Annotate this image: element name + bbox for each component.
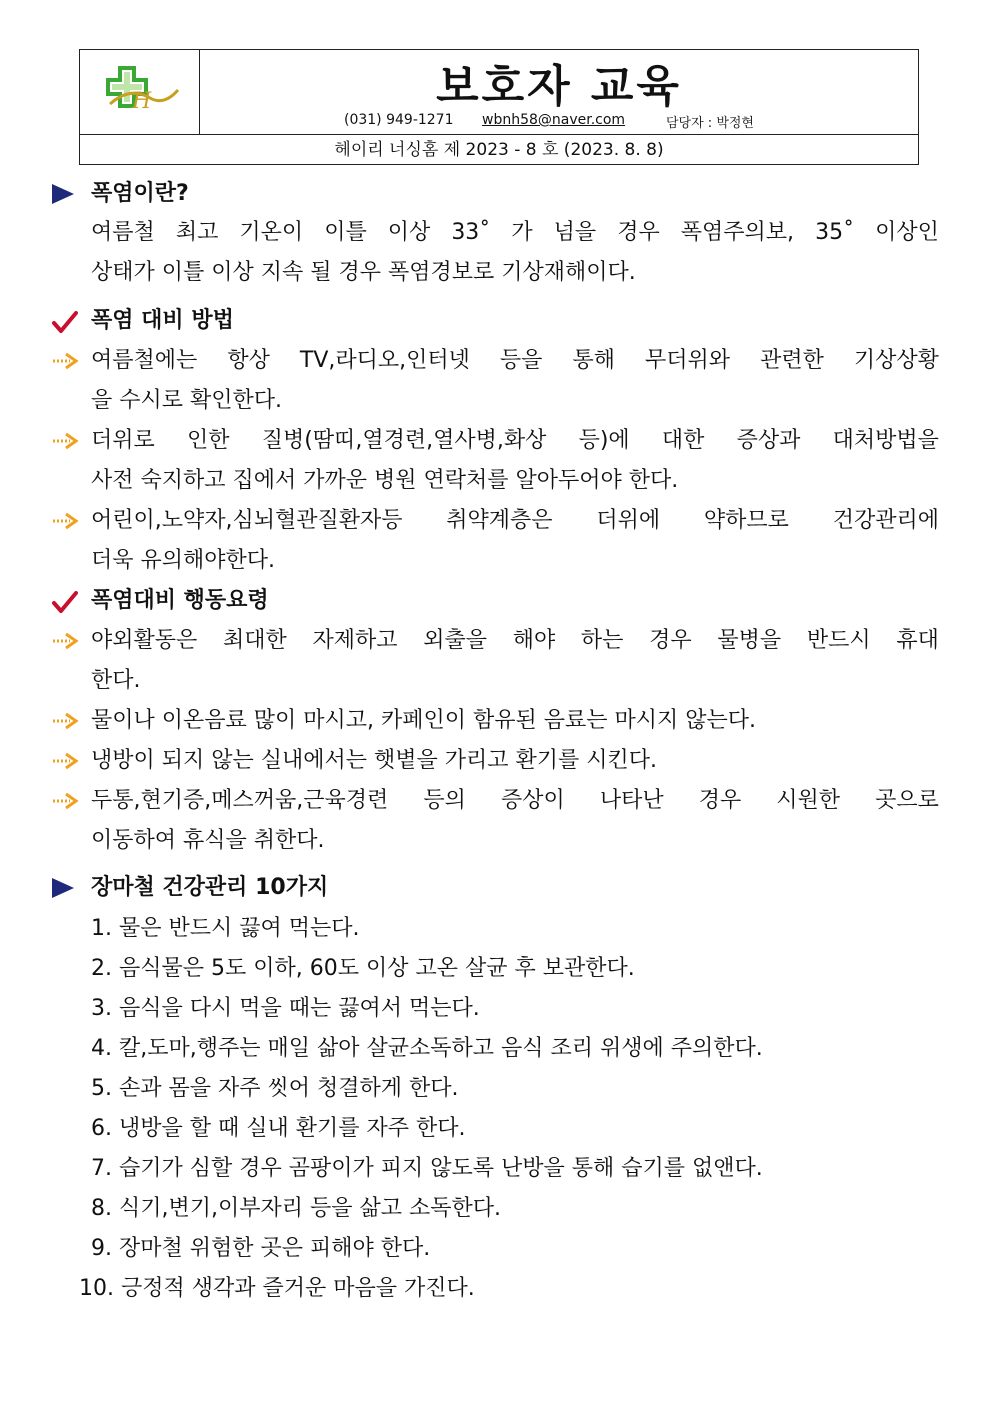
word: 해야 <box>512 628 556 653</box>
text-line: 더욱 유의해야한다. <box>91 548 276 573</box>
word: 경우 <box>649 628 692 653</box>
word: 건강관리에 <box>832 508 939 533</box>
word: 최대한 <box>222 628 287 653</box>
word: 두통,현기증,메스꺼움,근육경련 <box>91 788 389 813</box>
triangle-bullet-icon <box>52 878 74 898</box>
checkmark-icon <box>52 590 78 614</box>
cross-logo-icon <box>102 64 180 120</box>
dotted-arrow-icon <box>52 752 80 770</box>
word: 폭염주의보, <box>680 220 795 245</box>
word: 증상이 <box>500 788 565 813</box>
word: 이상인 <box>875 220 939 245</box>
section-heading-actions: 폭염대비 행동요령 <box>91 588 269 613</box>
word: 가 <box>511 220 533 245</box>
word: 넘을 <box>553 220 597 245</box>
justified-line <box>91 786 939 816</box>
document-header <box>79 49 919 165</box>
word: 35˚ <box>815 220 855 245</box>
word: 취약계층은 <box>446 508 553 533</box>
word: 곳으로 <box>875 788 939 813</box>
list-item: 5. 손과 몸을 자주 씻어 청결하게 한다. <box>91 1076 459 1101</box>
word: 질병(땀띠,열경련,열사병,화상 <box>261 428 547 453</box>
word: 등의 <box>423 788 466 813</box>
text-line: 한다. <box>91 668 141 693</box>
logo-cell <box>80 50 200 134</box>
justified-line <box>91 218 939 248</box>
word: 등을 <box>499 348 543 373</box>
email-link[interactable]: wbnh58@naver.com <box>482 112 626 128</box>
word: 이틀 <box>324 220 367 245</box>
word: 무더위와 <box>645 348 731 373</box>
document-title: 보호자 교육 <box>436 61 682 112</box>
word: 외출을 <box>423 628 487 653</box>
word: 더위로 <box>91 428 155 453</box>
word: 반드시 <box>806 628 871 653</box>
list-item: 9. 장마철 위험한 곳은 피해야 한다. <box>91 1236 431 1261</box>
word: 대처방법을 <box>832 428 939 453</box>
list-item: 4. 칼,도마,행주는 매일 삶아 살균소독하고 음식 조리 위생에 주의한다. <box>91 1036 763 1061</box>
word: 자제하고 <box>312 628 398 653</box>
dotted-arrow-icon <box>52 632 80 650</box>
justified-line <box>91 346 939 376</box>
text-line: 물이나 이온음료 많이 마시고, 카페인이 함유된 음료는 마시지 않는다. <box>91 708 756 733</box>
triangle-bullet-icon <box>52 184 74 204</box>
list-item: 1. 물은 반드시 끓여 먹는다. <box>91 916 360 941</box>
text-line: 냉방이 되지 않는 실내에서는 햇볕을 가리고 환기를 시킨다. <box>91 748 657 773</box>
text-line: 이동하여 휴식을 취한다. <box>91 828 325 853</box>
dotted-arrow-icon <box>52 512 80 530</box>
justified-line <box>91 626 939 656</box>
section-heading-heatwave: 폭염이란? <box>91 181 189 206</box>
word: 증상과 <box>736 428 801 453</box>
word: 인한 <box>187 428 230 453</box>
word: 더위에 <box>596 508 661 533</box>
list-item: 10. 긍정적 생각과 즐거운 마음을 가진다. <box>79 1276 475 1301</box>
dotted-arrow-icon <box>52 792 80 810</box>
word: 여름철 <box>91 220 155 245</box>
list-item: 6. 냉방을 할 때 실내 환기를 자주 한다. <box>91 1116 466 1141</box>
word: 어린이,노약자,심뇌혈관질환자등 <box>91 508 403 533</box>
word: 물병을 <box>717 628 782 653</box>
word: 33˚ <box>451 220 491 245</box>
justified-line <box>91 506 939 536</box>
list-item: 3. 음식을 다시 먹을 때는 끓여서 먹는다. <box>91 996 480 1021</box>
dotted-arrow-icon <box>52 432 80 450</box>
text-line: 상태가 이틀 이상 지속 될 경우 폭염경보로 기상재해이다. <box>91 260 636 285</box>
justified-line <box>91 426 939 456</box>
checkmark-icon <box>52 310 78 334</box>
list-item: 2. 음식물은 5도 이하, 60도 이상 고온 살균 후 보관한다. <box>91 956 635 981</box>
section-heading-rainy-season: 장마철 건강관리 10가지 <box>91 875 329 900</box>
issue-info: 헤이리 너싱홈 제 2023 - 8 호 (2023. 8. 8) <box>80 134 918 165</box>
word: 경우 <box>617 220 660 245</box>
word: 시원한 <box>776 788 841 813</box>
text-line: 사전 숙지하고 집에서 가까운 병원 연락처를 알아두어야 한다. <box>91 468 679 493</box>
section-heading-prevention: 폭염 대비 방법 <box>91 308 234 333</box>
word: 대한 <box>661 428 705 453</box>
word: 여름철에는 <box>91 348 198 373</box>
word: 이상 <box>387 220 431 245</box>
text-line: 을 수시로 확인한다. <box>91 388 282 413</box>
word: 최고 <box>175 220 219 245</box>
word: 기온이 <box>239 220 304 245</box>
list-item: 8. 식기,변기,이부자리 등을 삶고 소독한다. <box>91 1196 501 1221</box>
word: 등)에 <box>578 428 630 453</box>
word: TV,라디오,인터넷 <box>299 348 470 373</box>
word: 관련한 <box>760 348 824 373</box>
manager-name: 담당자 : 박정현 <box>666 116 754 131</box>
word: 경우 <box>698 788 742 813</box>
word: 항상 <box>227 348 270 373</box>
word: 하는 <box>580 628 624 653</box>
dotted-arrow-icon <box>52 352 80 370</box>
list-item: 7. 습기가 심할 경우 곰팡이가 피지 않도록 난방을 통해 습기를 없앤다. <box>91 1156 763 1181</box>
phone-number: (031) 949-1271 <box>344 112 454 128</box>
word: 통해 <box>572 348 615 373</box>
title-cell <box>200 50 918 134</box>
word: 야외활동은 <box>91 628 198 653</box>
word: 나타난 <box>599 788 664 813</box>
word: 휴대 <box>896 628 939 653</box>
dotted-arrow-icon <box>52 712 80 730</box>
word: 약하므로 <box>703 508 789 533</box>
svg-text:H: H <box>132 89 152 114</box>
word: 기상상황 <box>853 348 939 373</box>
